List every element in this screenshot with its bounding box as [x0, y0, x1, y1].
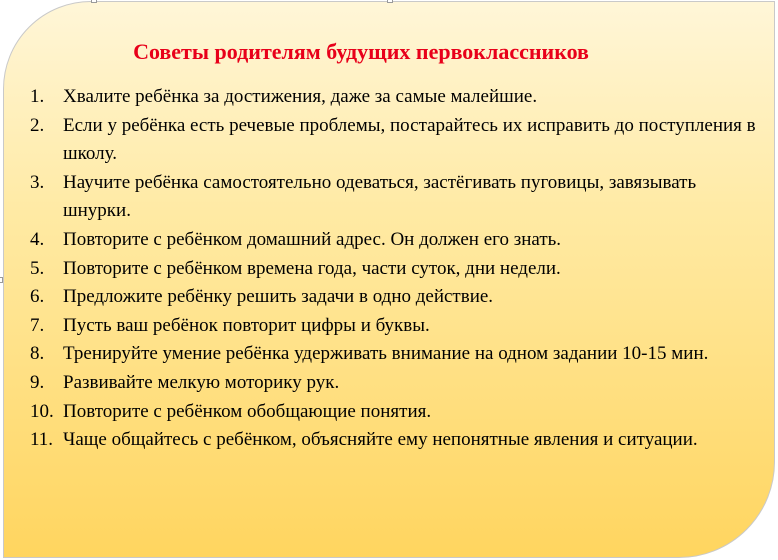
list-item-text: Чаще общайтесь с ребёнком, объясняйте ему непонятные явления и ситуации.	[63, 429, 698, 451]
list-item-number: 7.	[30, 314, 45, 336]
list-item-text: Если у ребёнка есть речевые проблемы, постарайтесь их исправить до поступления в школу.	[63, 114, 756, 165]
list-item	[30, 369, 760, 398]
list-item-number: 4.	[30, 228, 45, 250]
list-item	[30, 83, 760, 112]
list-item-number: 8.	[30, 343, 45, 365]
list-item-number: 5.	[30, 257, 45, 279]
list-item-text: Тренируйте умение ребёнка удерживать внимание на одном задании 10-15 мин.	[63, 343, 709, 365]
selection-handle-top-left[interactable]	[91, 0, 97, 3]
list-item-number: 1.	[30, 86, 45, 107]
list-item	[30, 283, 760, 312]
list-item-number: 11.	[30, 429, 54, 451]
selection-handle-left[interactable]	[0, 277, 3, 283]
list-item-text: Повторите с ребёнком времена года, части суток, дни недели.	[63, 257, 561, 279]
list-item-number: 2.	[30, 114, 45, 136]
list-item	[30, 112, 760, 169]
list-item	[30, 226, 760, 255]
list-item	[30, 398, 760, 427]
list-item-number: 6.	[30, 286, 45, 308]
page-title: Советы родителям будущих первоклассников	[133, 39, 589, 64]
list-item	[30, 426, 760, 455]
list-item	[30, 169, 760, 226]
list-item	[30, 255, 760, 284]
tips-list	[30, 83, 760, 455]
selection-handle-top-right[interactable]	[387, 0, 393, 3]
list-item-text: Хвалите ребёнка за достижения, даже за самые малейшие.	[63, 86, 538, 107]
list-item-text: Повторите с ребёнком обобщающие понятия.	[63, 400, 432, 422]
list-item-number: 10.	[30, 400, 54, 422]
list-item	[30, 312, 760, 341]
list-item-text: Развивайте мелкую моторику рук.	[63, 371, 340, 393]
list-item-number: 9.	[30, 371, 45, 393]
list-item	[30, 340, 760, 369]
list-item-text: Пусть ваш ребёнок повторит цифры и буквы.	[63, 314, 430, 336]
list-item-text: Научите ребёнка самостоятельно одеваться, застёгивать пуговицы, завязывать шнурки.	[63, 171, 697, 222]
list-item-number: 3.	[30, 171, 45, 193]
list-item-text: Предложите ребёнку решить задачи в одно действие.	[63, 286, 494, 308]
list-item-text: Повторите с ребёнком домашний адрес. Он должен его знать.	[63, 228, 562, 250]
